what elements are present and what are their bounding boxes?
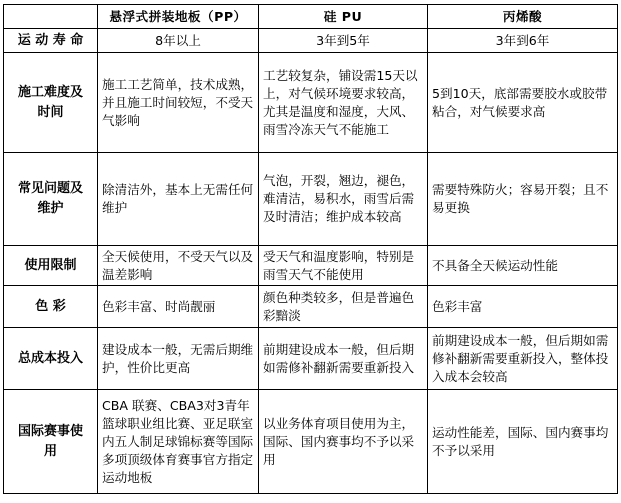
row-total-cost <box>4 328 618 390</box>
header-row <box>4 5 618 29</box>
header-silicon-pu: 硅 PU <box>259 5 428 29</box>
row-lifespan <box>4 29 618 53</box>
cell-acrylic: 3年到6年 <box>428 29 618 53</box>
cell-pu: 3年到5年 <box>259 29 428 53</box>
cell-pu: 以业务体育项目使用为主，国际、国内赛事均不予以采用 <box>259 390 428 494</box>
row-construction <box>4 53 618 153</box>
cell-acrylic: 5到10天，底部需要胶水或胶带粘合，对气候要求高 <box>428 53 618 153</box>
cell-acrylic: 不具备全天候运动性能 <box>428 246 618 286</box>
row-label: 使用限制 <box>4 246 98 286</box>
cell-pp: 色彩丰富、时尚靓丽 <box>98 286 259 328</box>
cell-pp: 施工工艺简单，技术成熟，并且施工时间较短，不受天气影响 <box>98 53 259 153</box>
cell-pp: CBA 联赛、CBA3对3青年篮球职业组比赛、亚足联室内五人制足球锦标赛等国际多项顶级体育赛事官方指定运动地板 <box>98 390 259 494</box>
cell-pp: 全天候使用，不受天气以及温差影响 <box>98 246 259 286</box>
header-pp-floor: 悬浮式拼装地板（PP） <box>98 5 259 29</box>
header-corner <box>4 5 98 29</box>
cell-pp: 除清洁外，基本上无需任何维护 <box>98 153 259 246</box>
comparison-table <box>3 4 618 494</box>
cell-pp: 8年以上 <box>98 29 259 53</box>
row-label: 总成本投入 <box>4 328 98 390</box>
row-color <box>4 286 618 328</box>
row-label: 色 彩 <box>4 286 98 328</box>
cell-pu: 颜色种类较多，但是普遍色彩黯淡 <box>259 286 428 328</box>
cell-pp: 建设成本一般，无需后期维护，性价比更高 <box>98 328 259 390</box>
cell-acrylic: 运动性能差，国际、国内赛事均不予以采用 <box>428 390 618 494</box>
row-label: 国际赛事使用 <box>4 390 98 494</box>
row-label: 运 动 寿 命 <box>4 29 98 53</box>
row-label: 施工难度及时间 <box>4 53 98 153</box>
row-intl-events <box>4 390 618 494</box>
cell-pu: 工艺较复杂，铺设需15天以上，对气候环境要求较高，尤其是温度和湿度，大风、雨雪冷冻天气不能施工 <box>259 53 428 153</box>
cell-acrylic: 需要特殊防火；容易开裂；且不易更换 <box>428 153 618 246</box>
row-usage-limit <box>4 246 618 286</box>
header-acrylic: 丙烯酸 <box>428 5 618 29</box>
row-label: 常见问题及维护 <box>4 153 98 246</box>
cell-acrylic: 前期建设成本一般，但后期如需修补翻新需要重新投入，整体投入成本会较高 <box>428 328 618 390</box>
cell-acrylic: 色彩丰富 <box>428 286 618 328</box>
cell-pu: 前期建设成本一般，但后期如需修补翻新需要重新投入 <box>259 328 428 390</box>
row-maintenance <box>4 153 618 246</box>
cell-pu: 气泡，开裂，翘边，褪色，难清洁，易积水，雨雪后需及时清洁；维护成本较高 <box>259 153 428 246</box>
cell-pu: 受天气和温度影响，特别是雨雪天气不能使用 <box>259 246 428 286</box>
